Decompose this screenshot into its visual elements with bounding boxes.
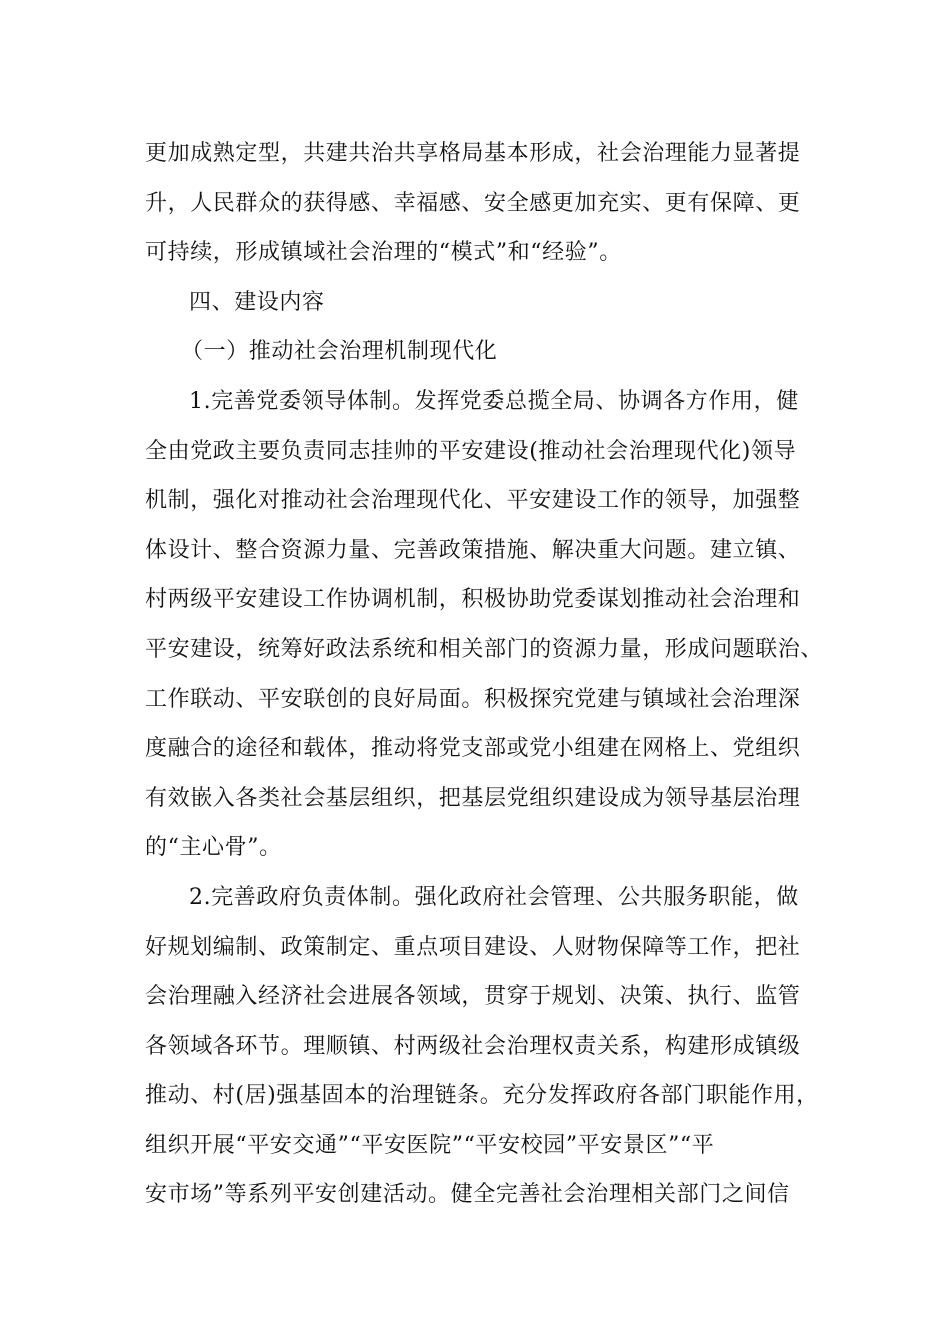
subsection-heading: （一）推动社会治理机制现代化 xyxy=(181,339,498,365)
paragraph-line: 会治理融入经济社会进展各领域，贯穿于规划、决策、执行、监管 xyxy=(145,984,801,1010)
paragraph-line: 好规划编制、政策制定、重点项目建设、人财物保障等工作，把社 xyxy=(145,934,801,960)
paragraph-line: 工作联动、平安联创的良好局面。积极探究党建与镇域社会治理深 xyxy=(145,686,801,712)
paragraph-line: 有效嵌入各类社会基层组织，把基层党组织建设成为领导基层治理 xyxy=(145,785,801,811)
paragraph-line: 安市场”等系列平安创建活动。健全完善社会治理相关部门之间信 xyxy=(145,1182,790,1208)
paragraph-line: 全由党政主要负责同志挂帅的平安建设(推动社会治理现代化)领导 xyxy=(145,438,797,464)
paragraph-line: 组织开展“平安交通”“平安医院”“平安校园”平安景区”“平 xyxy=(145,1132,715,1158)
document-body xyxy=(145,129,824,1220)
paragraph-line: 推动、村(居)强基固本的治理链条。充分发挥政府各部门职能作用， xyxy=(145,1083,819,1109)
paragraph-line: 1.完善党委领导体制。发挥党委总揽全局、协调各方作用，健 xyxy=(189,388,799,414)
paragraph-line: 各领域各环节。理顺镇、村两级社会治理权责关系，构建形成镇级 xyxy=(145,1033,801,1059)
paragraph-line: 的“主心骨”。 xyxy=(145,835,282,861)
paragraph-line: 可持续，形成镇域社会治理的“模式”和“经验”。 xyxy=(145,240,622,266)
paragraph-line: 村两级平安建设工作协调机制，积极协助党委谋划推动社会治理和 xyxy=(145,587,801,613)
paragraph-line: 体设计、整合资源力量、完善政策措施、解决重大问题。建立镇、 xyxy=(145,537,801,563)
section-heading: 四、建设内容 xyxy=(189,289,325,315)
paragraph-line: 机制，强化对推动社会治理现代化、平安建设工作的领导，加强整 xyxy=(145,488,801,514)
paragraph-line: 更加成熟定型，共建共治共享格局基本形成，社会治理能力显著提 xyxy=(145,141,801,166)
paragraph-line: 升，人民群众的获得感、幸福感、安全感更加充实、更有保障、更 xyxy=(145,190,801,216)
paragraph-line: 平安建设，统筹好政法系统和相关部门的资源力量，形成问题联治、 xyxy=(145,636,824,662)
paragraph-line: 度融合的途径和载体，推动将党支部或党小组建在网格上、党组织 xyxy=(145,736,801,762)
paragraph-line: 2.完善政府负责体制。强化政府社会管理、公共服务职能，做 xyxy=(189,884,799,910)
